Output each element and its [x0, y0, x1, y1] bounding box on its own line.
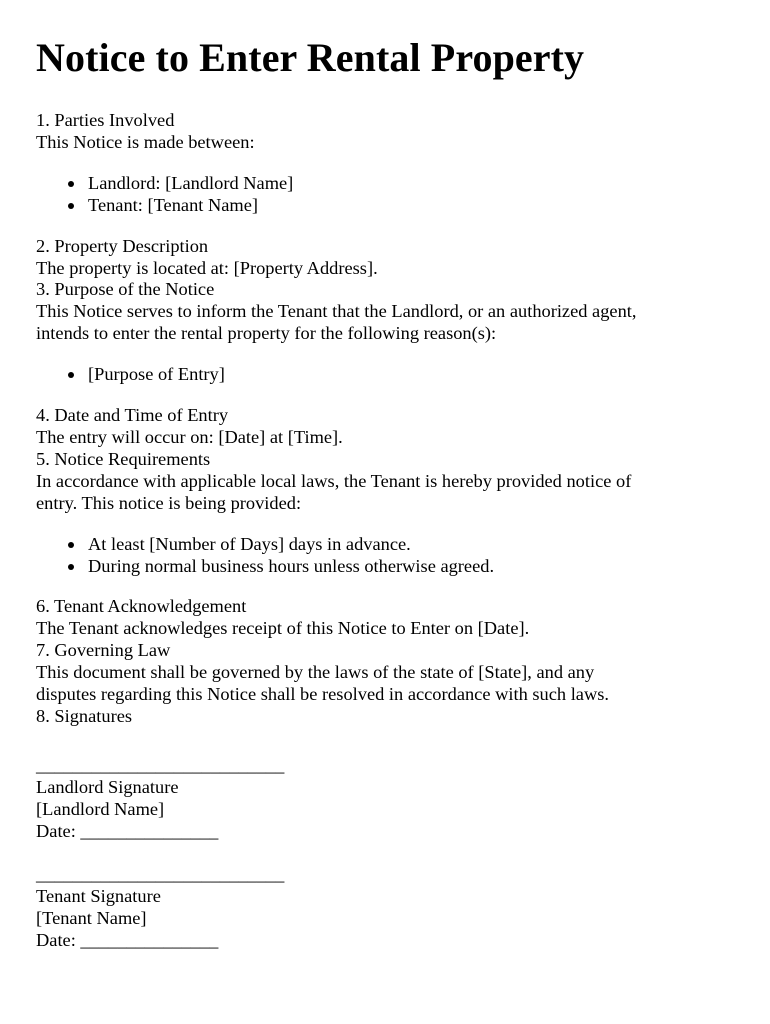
list-item: At least [Number of Days] days in advance. [88, 534, 730, 556]
purpose-text-line-2: intends to enter the rental property for the following reason(s): [36, 323, 497, 344]
datetime-text: The entry will occur on: [Date] at [Time]. [36, 426, 343, 447]
document-title: Notice to Enter Rental Property [36, 35, 585, 80]
requirements-text-line-2: entry. This notice is being provided: [36, 492, 302, 513]
section-heading-parties: 1. Parties Involved [36, 110, 175, 130]
tenant-date: Date: _______________ [36, 930, 219, 951]
section-heading-signatures: 8. Signatures [36, 705, 133, 726]
tenant-signature-line: ___________________________ [36, 864, 285, 885]
acknowledgement-text: The Tenant acknowledges receipt of this Notice to Enter on [Date]. [36, 618, 530, 639]
section-heading-acknowledgement: 6. Tenant Acknowledgement [36, 596, 247, 617]
tenant-signature-label: Tenant Signature [36, 886, 161, 907]
landlord-date: Date: _______________ [36, 820, 219, 841]
section-heading-requirements: 5. Notice Requirements [36, 448, 211, 469]
landlord-signature-line: ___________________________ [36, 754, 285, 775]
list-item: Tenant: [Tenant Name] [88, 195, 730, 217]
purpose-text-line-1: This Notice serves to inform the Tenant that the Landlord, or an authorized agent, [36, 301, 637, 322]
law-text-line-2: disputes regarding this Notice shall be resolved in accordance with such laws. [36, 684, 610, 705]
section-heading-datetime: 4. Date and Time of Entry [36, 405, 229, 426]
parties-intro: This Notice is made between: [36, 131, 255, 152]
section-heading-purpose: 3. Purpose of the Notice [36, 279, 215, 300]
requirements-list [36, 534, 730, 578]
tenant-signature-block [36, 864, 730, 952]
document-body [36, 110, 730, 952]
tenant-name: [Tenant Name] [36, 908, 147, 929]
purpose-list [36, 364, 730, 386]
law-text-line-1: This document shall be governed by the laws of the state of [State], and any [36, 662, 595, 683]
landlord-signature-block [36, 755, 730, 843]
property-text: The property is located at: [Property Address]. [36, 257, 378, 278]
parties-list [36, 173, 730, 217]
list-item: During normal business hours unless otherwise agreed. [88, 556, 730, 578]
section-heading-law: 7. Governing Law [36, 640, 171, 661]
landlord-name: [Landlord Name] [36, 798, 165, 819]
landlord-signature-label: Landlord Signature [36, 776, 179, 797]
requirements-text-line-1: In accordance with applicable local laws, the Tenant is hereby provided notice of [36, 470, 632, 491]
section-heading-property: 2. Property Description [36, 235, 209, 256]
list-item: Landlord: [Landlord Name] [88, 173, 730, 195]
list-item: [Purpose of Entry] [88, 364, 730, 386]
